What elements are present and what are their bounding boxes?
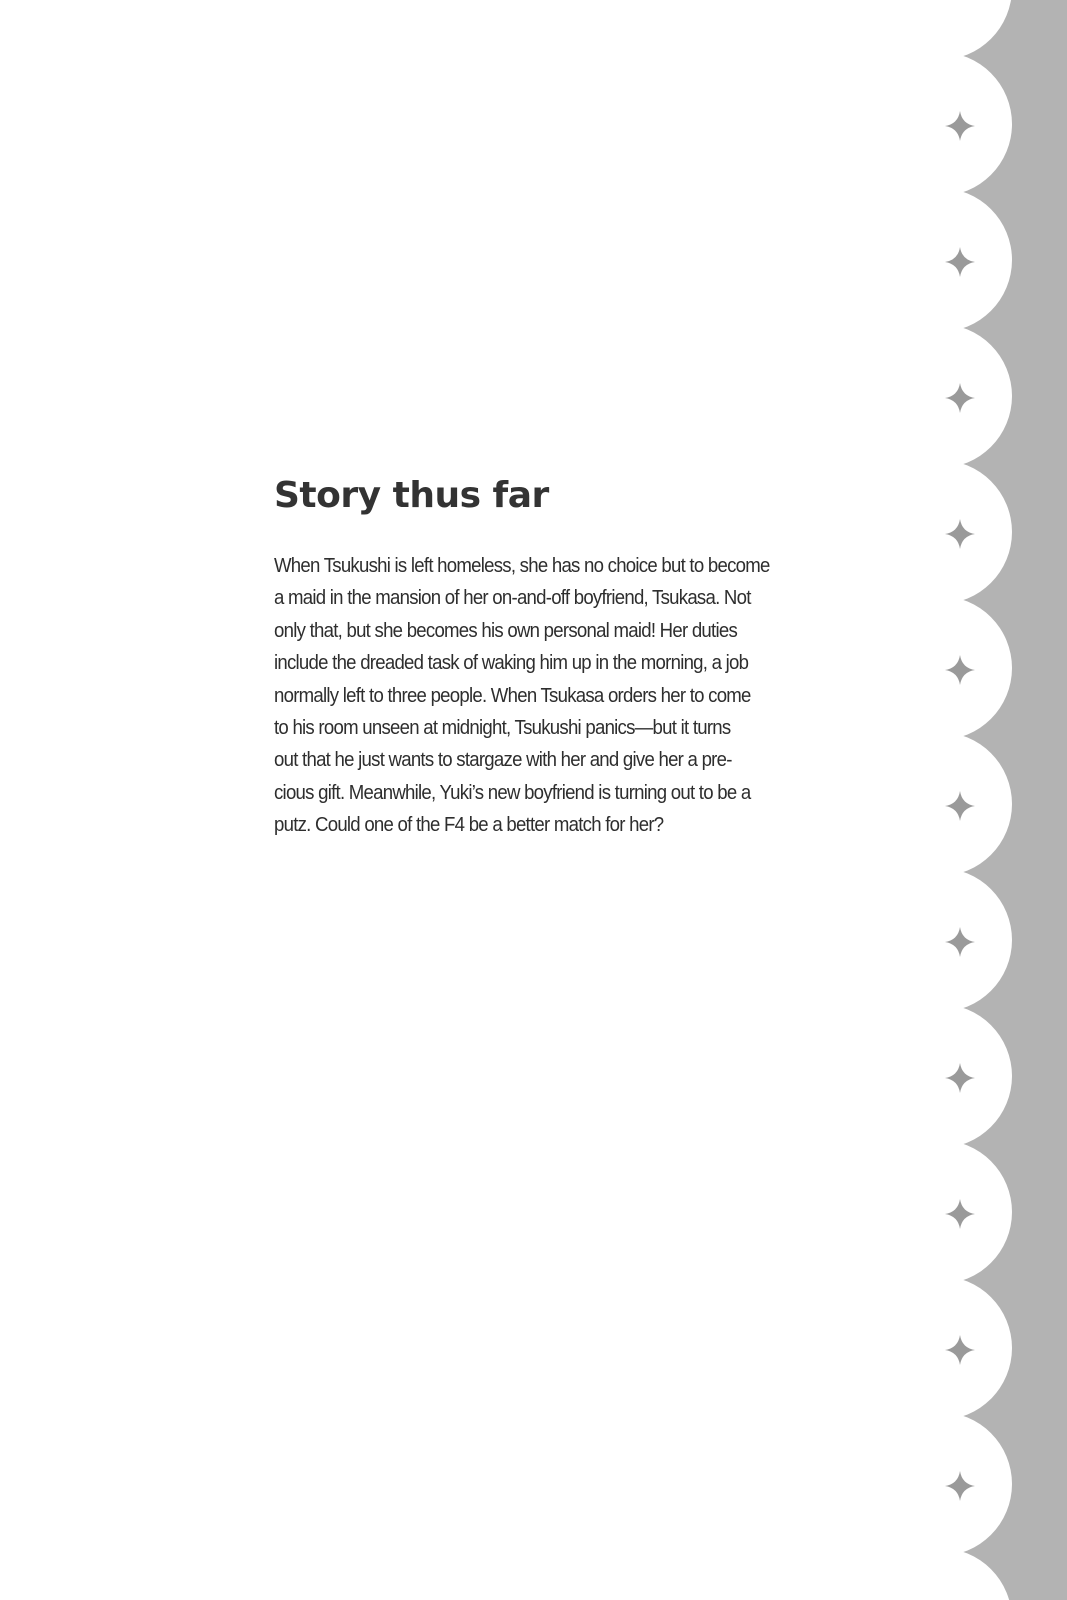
scalloped-border: [940, 0, 1067, 1600]
story-title: Story thus far: [274, 475, 549, 516]
story-line-7: out that he just wants to stargaze with her and give her a pre-: [274, 749, 732, 772]
story-line-9: putz. Could one of the F4 be a better match for her?: [274, 814, 664, 837]
story-line-8: cious gift. Meanwhile, Yuki’s new boyfriend is turning out to be a: [274, 781, 751, 804]
story-line-5: normally left to three people. When Tsukasa orders her to come: [274, 684, 751, 707]
story-line-3: only that, but she becomes his own personal maid! Her duties: [274, 619, 738, 642]
story-body: [274, 550, 832, 842]
story-line-1: When Tsukushi is left homeless, she has no choice but to become: [274, 555, 770, 577]
story-line-2: a maid in the mansion of her on-and-off boyfriend, Tsukasa. Not: [274, 587, 751, 610]
story-summary: [274, 470, 834, 842]
story-line-6: to his room unseen at midnight, Tsukushi panics—but it turns: [274, 717, 731, 740]
story-line-4: include the dreaded task of waking him up in the morning, a job: [274, 652, 749, 675]
